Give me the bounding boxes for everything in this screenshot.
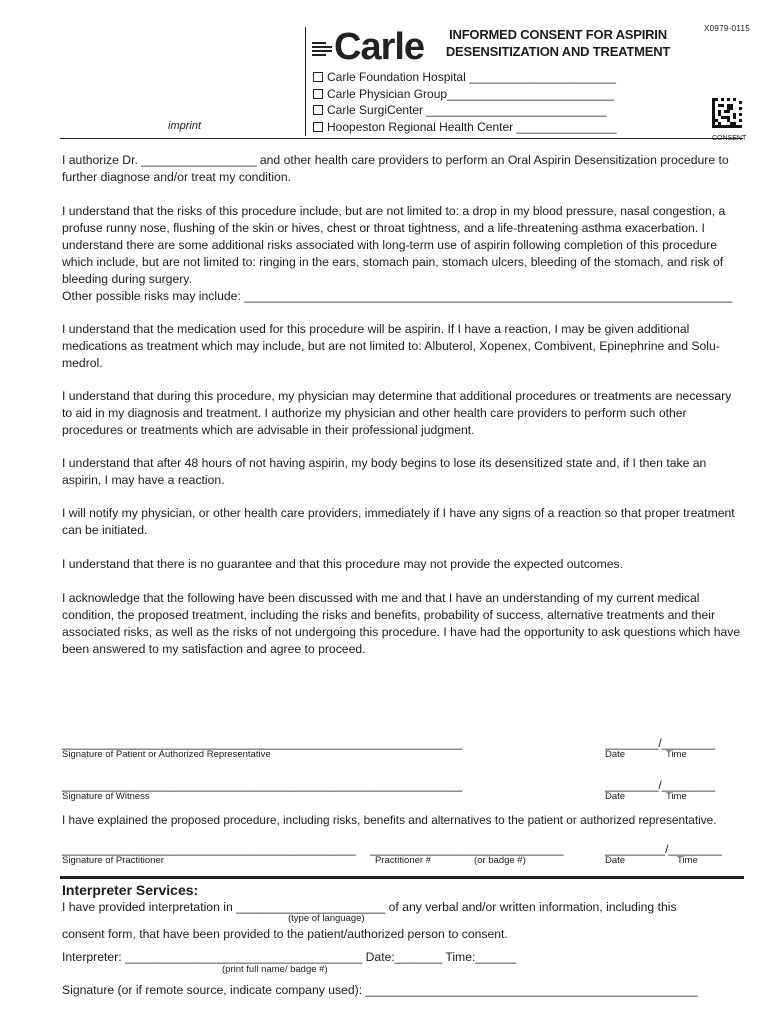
form-title (440, 26, 676, 60)
other-risks-line: Other possible risks may include: ________________________________________________________________________ (62, 289, 733, 303)
date-label: Date (605, 749, 626, 760)
practitioner-statement: I have explained the proposed procedure, including risks, benefits and alternatives to the patient or authorized representative. (62, 813, 717, 827)
form-title-line-2: DESENSITIZATION AND TREATMENT (445, 44, 671, 59)
imprint-label: imprint (168, 120, 202, 132)
patient-signature-label: Signature of Patient or Authorized Representative (62, 749, 271, 760)
additional-procedures-paragraph: I understand that during this procedure, my physician may determine that additional procedures or treatments are necessary to aid in my diagnosis and treatment. I authorize my physician and other health care providers to perform such other procedures or treatments which are advisable in their professional judgment. (62, 389, 732, 437)
practitioner-signature-line[interactable]: ____________________________________________ (62, 842, 356, 856)
medication-paragraph: I understand that the medication used for this procedure will be aspirin. If I have a reaction, I may be given additional medications as treatment which may include, but are not limited to: Albuterol, Xopenex, Combivent, Epinephrine and Solu-medrol. (62, 322, 720, 370)
language-hint: (type of language) (288, 913, 365, 924)
facility-checkbox[interactable] (313, 72, 323, 82)
consent-tag: CONSENT (712, 135, 747, 142)
practitioner-number-label: Practitioner # (375, 855, 431, 866)
interpreter-signature-line[interactable]: Signature (or if remote source, indicate company used): _________________________________________________ (62, 983, 698, 997)
facility-list (313, 69, 617, 135)
facility-label: Carle Physician Group_________________________ (327, 86, 614, 101)
facility-option[interactable] (313, 86, 617, 103)
facility-option[interactable] (313, 102, 617, 119)
interpreter-name-hint: (print full name/ badge #) (222, 964, 328, 975)
facility-label: Carle SurgiCenter ___________________________ (327, 103, 607, 117)
desensitized-state-paragraph: I understand that after 48 hours of not having aspirin, my body begins to lose its desensitized state and, if I then take an aspirin, I may have a reaction. (62, 456, 707, 487)
badge-number-label: (or badge #) (474, 855, 526, 866)
authorization-paragraph: I authorize Dr. _________________ and other health care providers to perform an Oral Aspirin Desensitization procedure to further diagnose and/or treat my condition. (62, 153, 729, 184)
interpreter-consent-line: consent form, that have been provided to the patient/authorized person to consent. (62, 927, 508, 941)
witness-signature-label: Signature of Witness (62, 791, 150, 802)
date-label: Date (605, 791, 626, 802)
header-divider-horizontal (60, 138, 743, 139)
interpreter-name-date-line[interactable]: Interpreter: ___________________________________ Date:_______ Time:______ (62, 950, 517, 964)
date-label: Date (605, 855, 626, 866)
facility-checkbox[interactable] (313, 122, 323, 132)
patient-date-time-line[interactable]: ________/________ (605, 736, 716, 750)
acknowledgement-paragraph: I acknowledge that the following have been discussed with me and that I have an understanding of my current medical condition, the proposed treatment, including the risks and benefits, probability of success, alternative treatments and their associated risks, as well as the risks of not undergoing this procedure. I have had the opportunity to ask questions which have been answered to my satisfaction and agree to proceed. (62, 591, 741, 656)
facility-checkbox[interactable] (313, 105, 323, 115)
practitioner-number-line[interactable]: _____________________________ (370, 842, 564, 856)
section-divider (60, 876, 744, 879)
risks-paragraph: I understand that the risks of this procedure include, but are not limited to: a drop in my blood pressure, nasal congestion, a profuse runny nose, flushing of the skin or hives, chest or throat tightness, and a life-threatening asthma exacerbation. I understand there are some additional risks associated with long-term use of aspirin following completion of this procedure which include, but are not limited to: ringing in the ears, stomach pain, stomach ulcers, bleeding of the stomach, and risk of bleeding during surgery. (62, 204, 726, 286)
facility-option[interactable] (313, 119, 617, 136)
form-title-line-1: INFORMED CONSENT FOR ASPIRIN (449, 27, 667, 42)
datamatrix-barcode-icon (712, 98, 742, 128)
facility-label: Hoopeston Regional Health Center _______________ (327, 119, 617, 134)
time-label: Time (677, 855, 698, 866)
facility-option[interactable] (313, 69, 617, 86)
practitioner-date-time-line[interactable]: _________/________ (605, 842, 722, 856)
carle-logo (312, 28, 424, 66)
notify-paragraph: I will notify my physician, or other health care providers, immediately if I have any signs of a reaction so that proper treatment can be initiated. (62, 506, 735, 537)
logo-bars-icon (312, 42, 332, 56)
time-label: Time (666, 749, 687, 760)
form-number: X0979-0115 (704, 24, 750, 33)
witness-date-time-line[interactable]: ________/________ (605, 778, 716, 792)
patient-signature-line[interactable]: ____________________________________________________________ (62, 736, 463, 750)
no-guarantee-paragraph: I understand that there is no guarantee and that this procedure may not provide the expected outcomes. (62, 557, 623, 571)
interpreter-language-line[interactable]: I have provided interpretation in ______________________ of any verbal and/or written information, including this (62, 900, 677, 914)
time-label: Time (666, 791, 687, 802)
facility-label: Carle Foundation Hospital ______________________ (327, 70, 616, 84)
header-divider-vertical (305, 27, 306, 136)
witness-signature-line[interactable]: ____________________________________________________________ (62, 778, 463, 792)
interpreter-heading: Interpreter Services: (62, 882, 199, 898)
facility-checkbox[interactable] (313, 89, 323, 99)
practitioner-signature-label: Signature of Practitioner (62, 855, 164, 866)
logo-text: Carle (334, 26, 425, 68)
